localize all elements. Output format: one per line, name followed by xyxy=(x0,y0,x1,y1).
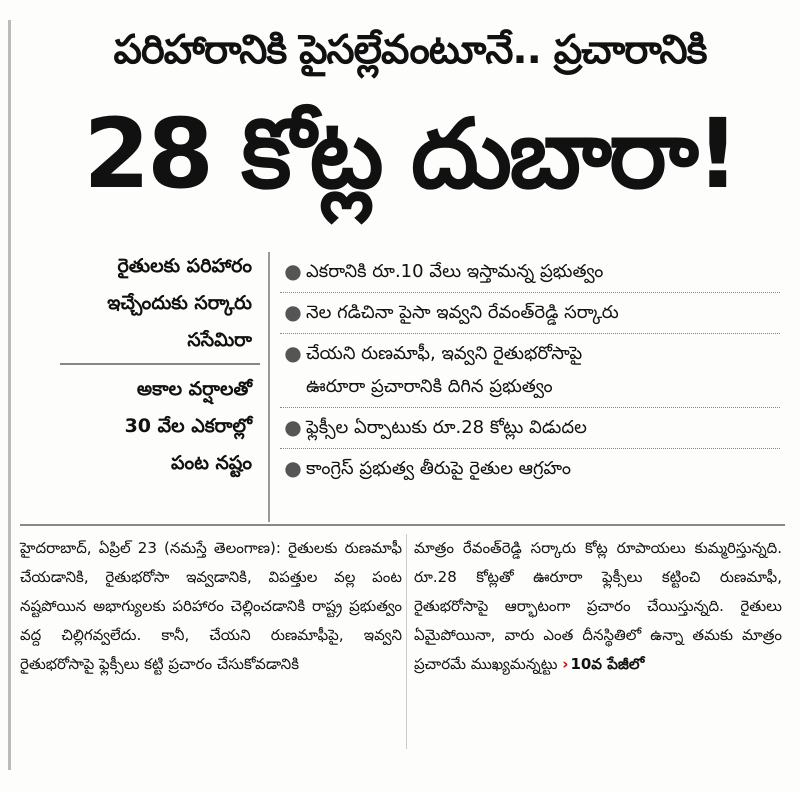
continued-label: 10వ పేజీలో xyxy=(570,655,645,673)
bullet-text: నెల గడిచినా పైసా ఇవ్వని రేవంత్‌రెడ్డి సర్కారు xyxy=(306,302,619,323)
sidebar-line: అకాల వర్షాలతో xyxy=(136,378,252,400)
bullet-item xyxy=(280,449,780,489)
bullet-item xyxy=(280,408,780,449)
bullet-text: ఫ్లెక్సీల ఏర్పాటుకు రూ.28 కోట్లు విడుదల xyxy=(306,417,587,438)
bullet-text: చేయని రుణమాఫీ, ఇవ్వని రైతుభరోసాపై xyxy=(306,343,583,364)
bullet-icon: ● xyxy=(284,415,302,439)
kicker-headline: పరిహారానికి పైసల్లేవంటూనే.. ప్రచారానికి xyxy=(113,27,707,73)
sidebar-block-2 xyxy=(20,371,260,482)
sidebar-line: ససేమిరా xyxy=(187,329,252,351)
bullet-icon: ● xyxy=(284,259,302,283)
column-divider xyxy=(268,252,270,522)
page-border xyxy=(8,20,11,770)
bullet-item xyxy=(280,252,780,293)
sidebar-summary xyxy=(20,248,260,482)
article-column-2 xyxy=(414,534,782,679)
highlight-bullets xyxy=(280,252,780,489)
sidebar-line: పంట నష్టం xyxy=(171,452,252,474)
bullet-item xyxy=(280,293,780,334)
sidebar-block-1 xyxy=(20,248,260,359)
column-separator xyxy=(406,534,407,749)
section-rule xyxy=(20,524,785,526)
bullet-item xyxy=(280,334,780,408)
continued-link[interactable] xyxy=(562,655,644,673)
bullet-icon: ● xyxy=(284,300,302,324)
bullet-icon: ● xyxy=(284,456,302,480)
sidebar-line: 30 వేల ఎకరాల్లో xyxy=(124,415,252,437)
chevron-right-icon: › xyxy=(562,655,569,673)
article-text: మాత్రం రేవంత్‌రెడ్డి సర్కారు కోట్ల రూపాయలు కుమ్మరిస్తున్నది. రూ.28 కోట్లతో ఊరూరా ఫ్లెక్సీలు కట్టించి రుణమాఫీ, రైతుభరోసాపై ఆర్భాటంగా ప్రచారం చేయిస్తున్నది. రైతులు ఏమైపోయినా, వారు ఎంత దీనస్థితిలో ఉన్నా తమకు మాత్రం ప్రచారమే ముఖ్యమన్నట్టు xyxy=(414,539,782,673)
bullet-icon: ● xyxy=(284,341,302,365)
sidebar-line: రైతులకు పరిహారం xyxy=(117,255,252,277)
sidebar-divider xyxy=(60,363,260,365)
bullet-text: ఊరూరా ప్రచారానికి దిగిన ప్రభుత్వం xyxy=(306,376,553,397)
bullet-text: ఎకరానికి రూ.10 వేలు ఇస్తామన్న ప్రభుత్వం xyxy=(306,261,604,282)
article-text: హైదరాబాద్‌, ఏప్రిల్‌ 23 (నమస్తే తెలంగాణ): రైతులకు రుణమాఫీ చేయడానికి, రైతుభరోసా ఇవ్వడానికి, విపత్తుల వల్ల పంట నష్టపోయిన అభాగ్యులకు పరిహారం చెల్లించడానికి రాష్ట్ర ప్రభుత్వం వద్ద చిల్లిగవ్వలేదు. కానీ, చేయని రుణమాఫీపై, ఇవ్వని రైతుభరోసాపై ఫ్లెక్సీలు కట్టి ప్రచారం చేసుకోవడానికి xyxy=(20,539,402,673)
main-headline: 28 కోట్ల దుబారా! xyxy=(83,98,737,210)
bullet-text: కాంగ్రెస్‌ ప్రభుత్వ తీరుపై రైతుల ఆగ్రహం xyxy=(306,458,572,479)
article-column-1 xyxy=(20,534,402,679)
sidebar-line: ఇచ్చేందుకు సర్కారు xyxy=(107,292,252,314)
